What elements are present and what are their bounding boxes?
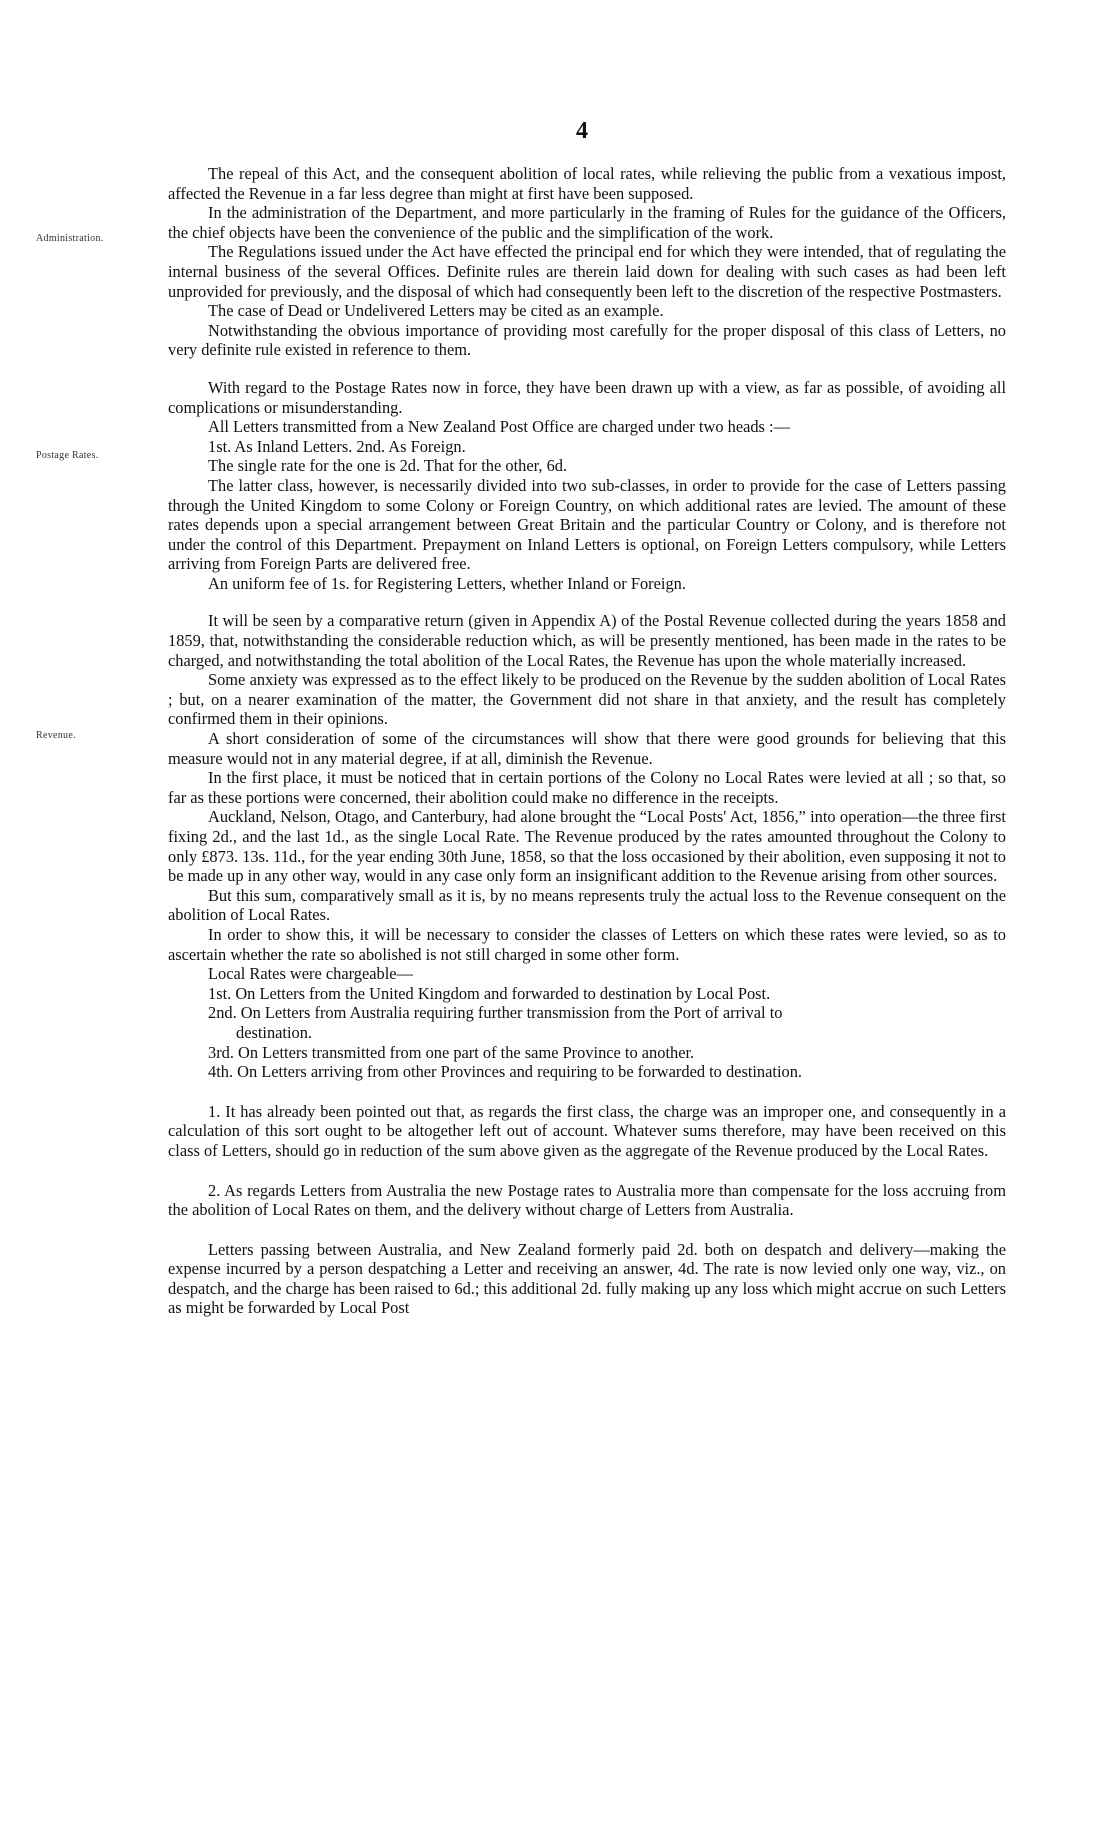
list-item-continuation: destination. [236,1022,313,1042]
list-item [168,1003,1006,1042]
paragraph: Letters passing between Australia, and New Zealand formerly paid 2d. both on despatch and delivery—making the expense incurred by a person despatching a Letter and receiving an answer, 4d. The rate is now levied only one way, viz., on despatch, and the charge has been raised to 6d.; this additional 2d. fully making up any loss which might accrue on such Letters as might be forwarded by Local Post [168,1239,1006,1318]
paragraph: The single rate for the one is 2d. That for the other, 6d. [208,456,568,476]
paragraph: Notwithstanding the obvious importance of providing most carefully for the proper disposal of this class of Letters, no very definite rule existed in reference to them. [168,320,1006,360]
page-number: 4 [576,118,588,144]
paragraph: But this sum, comparatively small as it is, by no means represents truly the actual loss to the Revenue consequent on the abolition of Local Rates. [168,885,1006,925]
body-text [168,164,1006,1318]
paragraph: A short consideration of some of the circumstances will show that there were good grounds for believing that this measure would not in any material degree, if at all, diminish the Revenue. [168,729,1006,768]
list-item: 1st. On Letters from the United Kingdom and forwarded to destination by Local Post. [208,983,771,1003]
paragraph: It will be seen by a comparative return (given in Appendix A) of the Postal Revenue collected during the years 1858 and 1859, that, notwithstanding the considerable reduction which, as will be presently mentioned, has been made in the rates to be charged, and notwithstanding the total abolition of the Local Rates, the Revenue has upon the whole materially increased. [168,611,1006,670]
paragraph: 1st. As Inland Letters. 2nd. As Foreign. [208,436,466,456]
paragraph: An uniform fee of 1s. for Registering Letters, whether Inland or Foreign. [208,573,686,593]
paragraph: Local Rates were chargeable— [208,964,413,984]
paragraph: The Regulations issued under the Act have effected the principal end for which they were intended, that of regulating the internal business of the several Offices. Definite rules are therein laid down for dealing with such cases as had been left unprovided for previously, and the disposal of which had consequently been left to the discretion of the respective Postmasters. [168,242,1006,301]
list-item: 3rd. On Letters transmitted from one part of the same Province to another. [208,1042,695,1062]
paragraph: Auckland, Nelson, Otago, and Canterbury, had alone brought the “Local Posts' Act, 1856,” into operation—the three first fixing 2d., and the last 1d., as the single Local Rate. The Revenue produced by the rates amounted throughout the Colony to only £873. 13s. 11d., for the year ending 30th June, 1858, so that the loss occasioned by their abolition, even supposing it not to be made up in any other way, would in any case only form an insignificant addition to the Revenue arising from other sources. [168,807,1006,886]
paragraph: All Letters transmitted from a New Zealand Post Office are charged under two heads :— [208,417,790,437]
paragraph: In order to show this, it will be necessary to consider the classes of Letters on which these rates were levied, so as to ascertain whether the rate so abolished is not still charged in some other form. [168,924,1006,964]
list-item-text: 2nd. On Letters from Australia requiring further transmission from the Port of arrival to [208,1003,783,1023]
margin-note-postage-rates: Postage Rates. [36,450,99,461]
paragraph: The latter class, however, is necessarily divided into two sub-classes, in order to provide for the case of Letters passing through the United Kingdom to some Colony or Foreign Country, on which additional rates are levied. The amount of these rates depends upon a special arrangement between Great Britain and the particular Country or Colony, and is therefore not under the control of this Department. Prepayment on Inland Letters is optional, on Foreign Letters compulsory, while Letters arriving from Foreign Parts are delivered free. [168,475,1006,574]
paragraph: The case of Dead or Undelivered Letters may be cited as an example. [208,301,664,321]
paragraph: In the first place, it must be noticed that in certain portions of the Colony no Local Rates were levied at all ; so that, so far as these portions were concerned, their abolition could make no difference in the receipts. [168,768,1006,807]
margin-note-revenue: Revenue. [36,730,76,741]
list-item: 4th. On Letters arriving from other Provinces and requiring to be forwarded to destination. [208,1062,803,1082]
paragraph: With regard to the Postage Rates now in force, they have been drawn up with a view, as far as possible, of avoiding all complications or misunderstanding. [168,377,1006,417]
paragraph: 2. As regards Letters from Australia the new Postage rates to Australia more than compensate for the loss accruing from the abolition of Local Rates on them, and the delivery without charge of Letters from Australia. [168,1180,1006,1220]
paragraph: In the administration of the Department, and more particularly in the framing of Rules for the guidance of the Officers, the chief objects have been the convenience of the public and the simplification of the work. [168,203,1006,242]
margin-note-administration: Administration. [36,233,104,244]
paragraph: The repeal of this Act, and the consequent abolition of local rates, while relieving the public from a vexatious impost, affected the Revenue in a far less degree than might at first have been supposed. [168,164,1006,203]
paragraph: Some anxiety was expressed as to the effect likely to be produced on the Revenue by the sudden abolition of Local Rates ; but, on a nearer examination of the matter, the Government did not share in that anxiety, and the result has completely confirmed them in their opinions. [168,670,1006,729]
paragraph: 1. It has already been pointed out that, as regards the first class, the charge was an improper one, and consequently in a calculation of this sort ought to be altogether left out of account. Whatever sums therefore, may have been received on this class of Letters, should go in reduction of the sum above given as the aggregate of the Revenue produced by the Local Rates. [168,1101,1006,1160]
